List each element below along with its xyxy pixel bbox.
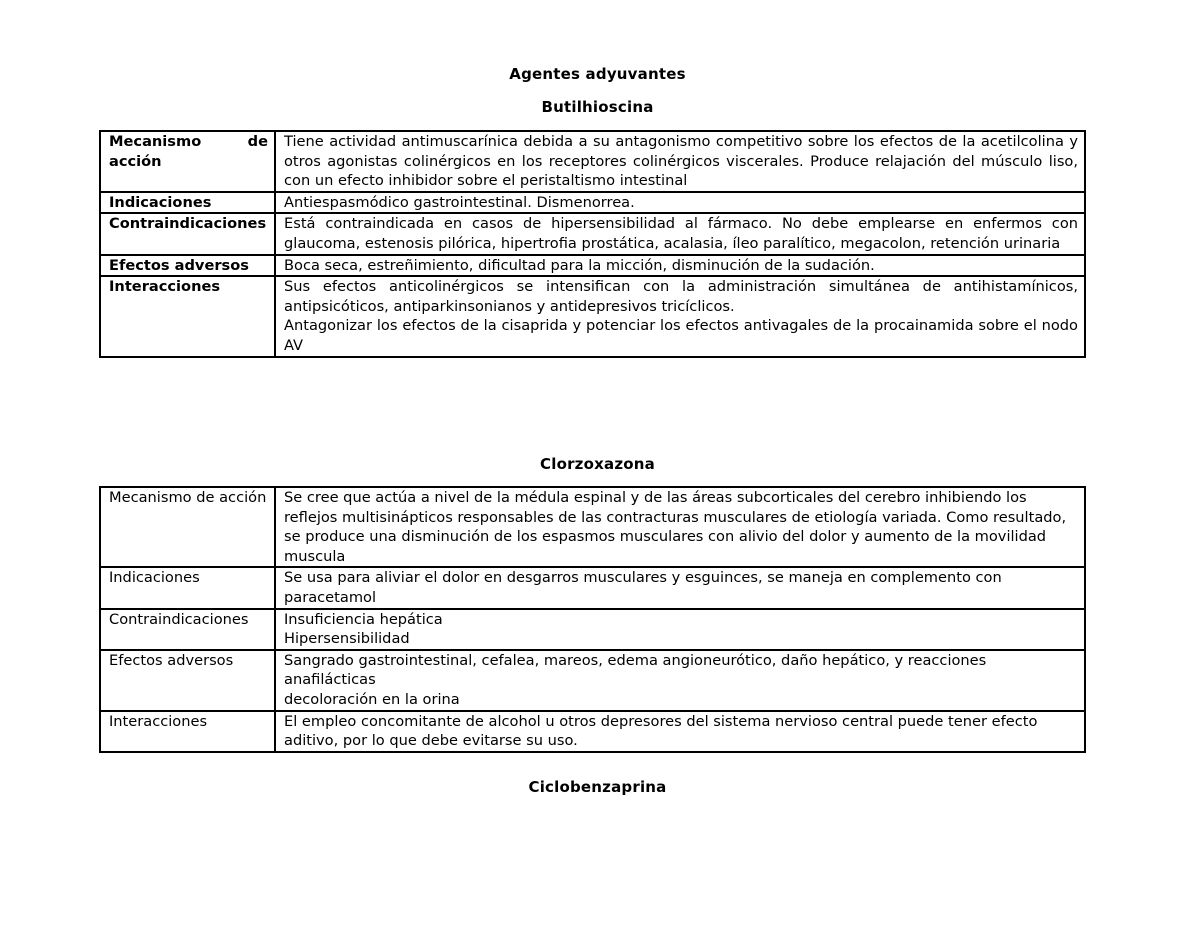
table-row bbox=[100, 567, 1085, 608]
row-text-interacciones bbox=[275, 711, 1085, 752]
paragraph: Está contraindicada en casos de hipersensibilidad al fármaco. No debe emplearse en enfermos con glaucoma, estenosis pilórica, hipertrofia prostática, acalasia, íleo paralítico, megacolon, retención urinaria bbox=[284, 215, 1078, 252]
table-row bbox=[100, 609, 1085, 650]
clorzoxazona-table bbox=[99, 486, 1086, 753]
row-text-mecanismo bbox=[275, 131, 1085, 192]
row-text-contraindicaciones bbox=[275, 213, 1085, 254]
row-label-mecanismo: Mecanismo de acción bbox=[100, 131, 275, 192]
table-row bbox=[100, 711, 1085, 752]
drug-title-clorzoxazona: Clorzoxazona bbox=[540, 455, 655, 473]
paragraph: Boca seca, estreñimiento, dificultad para la micción, disminución de la sudación. bbox=[284, 256, 875, 274]
table-row bbox=[100, 131, 1085, 192]
paragraph: Sus efectos anticolinérgicos se intensifican con la administración simultánea de antihistamínicos, antipsicóticos, antiparkinsonianos y antidepresivos tricíclicos. bbox=[284, 278, 1078, 315]
butilhioscina-table bbox=[99, 130, 1086, 358]
paragraph: Antagonizar los efectos de la cisaprida y potenciar los efectos antivagales de la procainamida sobre el nodo AV bbox=[284, 317, 1078, 354]
row-text-efectos bbox=[275, 650, 1085, 711]
row-label-interacciones: Interacciones bbox=[100, 276, 275, 356]
paragraph: Se cree que actúa a nivel de la médula espinal y de las áreas subcorticales del cerebro inhibiendo los reflejos multisinápticos responsables de las contracturas musculares de etiología variada. Como resultado, se produce una disminución de los espasmos musculares con alivio del dolor y aumento de la movilidad muscula bbox=[284, 489, 1067, 565]
drug-title-butilhioscina: Butilhioscina bbox=[541, 98, 654, 116]
row-label-contraindicaciones: Contraindicaciones bbox=[100, 609, 275, 650]
row-text-indicaciones bbox=[275, 192, 1085, 214]
paragraph: Antiespasmódico gastrointestinal. Dismenorrea. bbox=[284, 193, 635, 211]
paragraph: Hipersensibilidad bbox=[284, 630, 410, 648]
paragraph: Se usa para aliviar el dolor en desgarros musculares y esguinces, se maneja en complemento con paracetamol bbox=[284, 569, 1002, 606]
page-title: Agentes adyuvantes bbox=[509, 65, 686, 83]
row-label-contraindicaciones: Contraindicaciones bbox=[100, 213, 275, 254]
table-row bbox=[100, 213, 1085, 254]
drug-title-ciclobenzaprina: Ciclobenzaprina bbox=[528, 778, 667, 796]
table-row bbox=[100, 487, 1085, 567]
row-label-efectos: Efectos adversos bbox=[100, 650, 275, 711]
paragraph: Insuficiencia hepática bbox=[284, 610, 443, 628]
row-label-indicaciones: Indicaciones bbox=[100, 192, 275, 214]
row-text-contraindicaciones bbox=[275, 609, 1085, 650]
row-text-efectos bbox=[275, 255, 1085, 277]
row-text-interacciones bbox=[275, 276, 1085, 356]
paragraph: decoloración en la orina bbox=[284, 690, 460, 708]
table-row bbox=[100, 192, 1085, 214]
table-row bbox=[100, 650, 1085, 711]
paragraph: Sangrado gastrointestinal, cefalea, mareos, edema angioneurótico, daño hepático, y reacciones anafilácticas bbox=[284, 651, 987, 689]
row-label-mecanismo: Mecanismo de acción bbox=[100, 487, 275, 567]
paragraph: Tiene actividad antimuscarínica debida a su antagonismo competitivo sobre los efectos de la acetilcolina y otros agonistas colinérgicos en los receptores colinérgicos viscerales. Produce relajación del músculo liso, con un efecto inhibidor sobre el peristaltismo intestinal bbox=[284, 133, 1078, 190]
row-label-efectos: Efectos adversos bbox=[100, 255, 275, 277]
row-label-interacciones: Interacciones bbox=[100, 711, 275, 752]
table-row bbox=[100, 276, 1085, 356]
row-text-mecanismo bbox=[275, 487, 1085, 567]
paragraph: El empleo concomitante de alcohol u otros depresores del sistema nervioso central puede tener efecto aditivo, por lo que debe evitarse su uso. bbox=[284, 712, 1038, 750]
row-label-indicaciones: Indicaciones bbox=[100, 567, 275, 608]
row-text-indicaciones bbox=[275, 567, 1085, 608]
table-row bbox=[100, 255, 1085, 277]
